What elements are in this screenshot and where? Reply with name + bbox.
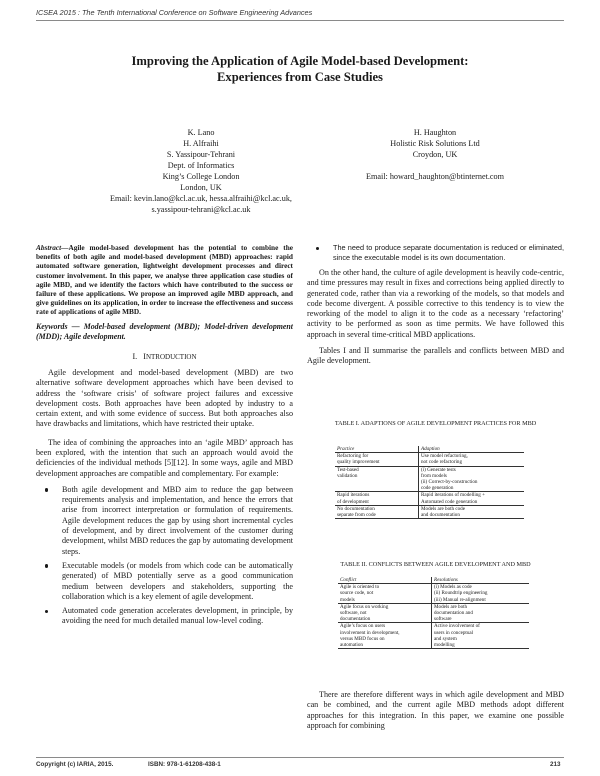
author-line: H. Alfraihi [183, 139, 219, 148]
table-cell-line: (ii) Correct-by-construction [421, 479, 478, 486]
table-cell-line: (i) Generate tests [421, 466, 456, 473]
table-cell [335, 505, 419, 518]
abstract-text: —Agile model-based development has the potential to combine the benefits of both agile and model-based development (MBD) approaches: rapid automated software generation, lightweight development processes and direct customer involvement. In this paper, we analyse three application case studies of agile MBD, and we identify the factors which have contributed to the success or failure of these applications. We propose an improved agile MBD approach, and give guidelines on its application, in order to increase the effectiveness and success rate of applications of agile MBD. [36, 243, 293, 317]
table-row [335, 492, 524, 505]
list-item: Executable models (or models from which code can be automatically generated) of MBD potentially serve as a good communication medium between developers and stakeholders, supporting the collaboration which is a key element of agile development. [36, 561, 293, 602]
keywords-text: — Model-based development (MBD); Model-driven development (MDD); Agile development. [36, 321, 293, 341]
table-cell-line: Use model refactoring, [421, 453, 468, 460]
table-2 [338, 577, 529, 649]
footer-rule [36, 757, 564, 758]
table-cell-line: documentation [340, 616, 371, 623]
table-cell [335, 492, 419, 505]
table-cell [432, 603, 530, 623]
table-cell [338, 623, 432, 649]
author-line: Email: kevin.lano@kcl.ac.uk, hessa.alfraihi@kcl.ac.uk, [110, 194, 292, 203]
footer-copyright: Copyright (c) IARIA, 2015. [36, 761, 114, 768]
right-bullet-list [307, 243, 564, 262]
table-cell [338, 603, 432, 623]
table-cell-line: and documentation [421, 512, 460, 519]
table-cell-line: Automated code generation [421, 498, 478, 505]
title-line-2: Experiences from Case Studies [217, 70, 383, 84]
author-line: S. Yassipour-Tehrani [166, 150, 236, 159]
table-row [338, 584, 529, 604]
table-header-row [335, 446, 524, 453]
table-cell-line: separate from code [337, 512, 376, 519]
table-cell-line: of development [337, 498, 369, 505]
table-cell-line: automation [340, 642, 363, 649]
footer-page-number: 213 [550, 761, 561, 768]
author-line: King’s College London [162, 172, 240, 181]
table-row [335, 466, 524, 492]
table-cell-line: quality improvement [337, 459, 380, 466]
table-cell-line: models [340, 596, 355, 603]
header-rule [36, 20, 564, 21]
table-cell [419, 466, 525, 492]
table-cell-line: Models are both code [421, 505, 465, 512]
table-cell-line: Active involvement of [434, 623, 480, 630]
table-cell-line: Rapid iterations of modelling + [421, 492, 485, 499]
abstract-label: Abstract [36, 243, 62, 252]
table-cell-line: Models are both [434, 603, 468, 610]
table-header-row [338, 577, 529, 584]
author-line: s.yassipour-tehrani@kcl.ac.uk [151, 205, 251, 214]
table-row [335, 453, 524, 466]
table-2-caption: TABLE II. CONFLICTS BETWEEN AGILE DEVELOPMENT AND MBD [340, 561, 531, 568]
table-cell [432, 623, 530, 649]
table-cell-line: Test-based [337, 466, 359, 473]
table-cell-line: Rapid iterations [337, 492, 370, 499]
intro-bullet-list [36, 485, 293, 627]
right-column [307, 243, 564, 367]
table-cell [419, 505, 525, 518]
footer-isbn: ISBN: 978-1-61208-438-1 [148, 761, 221, 768]
table-cell-line: software [434, 616, 452, 623]
section-title-rest: NTRODUCTION [145, 352, 197, 361]
table-cell-line: modelling [434, 642, 455, 649]
table-cell-line: (iii) Manual re-alignment [434, 596, 486, 603]
table-cell-line: not code refactoring [421, 459, 463, 466]
right-paragraph-3: There are therefore different ways in which agile development and MBD can be combined, and the current agile MBD methods adopt different approaches for this integration. In this paper, we examine one possible approach for combining [307, 690, 564, 730]
table-cell [419, 492, 525, 505]
keywords-label: Keywords [36, 321, 68, 331]
section-heading [36, 352, 293, 362]
table-cell-line: versus MBD focus on [340, 635, 385, 642]
title-line-1: Improving the Application of Agile Model-based Development: [131, 54, 469, 68]
table-cell-line: and system [434, 635, 457, 642]
table-header-cell: Adaption [419, 446, 525, 453]
table-cell-line: (ii) Roundtrip engineering [434, 590, 488, 597]
table-header-cell: Resolutions [432, 577, 530, 584]
table-row [338, 623, 529, 649]
table-cell-line: Agile’s focus on users [340, 623, 386, 630]
table-cell [335, 453, 419, 466]
keywords [36, 322, 293, 342]
table-row [338, 603, 529, 623]
author-line: Email: howard_haughton@btinternet.com [365, 172, 505, 181]
table-cell [432, 584, 530, 604]
table-cell-line: No documentation [337, 505, 375, 512]
table-cell-line: users in conceptual [434, 629, 474, 636]
table-cell [419, 453, 525, 466]
list-item: The need to produce separate documentation is reduced or eliminated, since the executable model is its own documentation. [307, 243, 564, 262]
section-number: I. [132, 351, 138, 361]
author-line: Croydon, UK [412, 150, 458, 159]
table-cell-line: involvement in development, [340, 629, 400, 636]
paper-title [60, 53, 540, 85]
right-column-bottom [307, 690, 564, 731]
author-line: Dept. of Informatics [167, 161, 235, 170]
list-item: Automated code generation accelerates development, in principle, by avoiding the need for much detailed manual low-level coding. [36, 606, 293, 627]
right-paragraph-2: Tables I and II summarise the parallels and conflicts between MBD and Agile development. [307, 346, 564, 366]
table-cell [335, 466, 419, 492]
authors-left [36, 127, 366, 215]
table-header-cell: Conflict [338, 577, 432, 584]
section-first-letter: I [143, 351, 146, 361]
abstract [36, 243, 293, 317]
table-cell-line: software, not [340, 610, 367, 617]
table-cell-line: source code, not [340, 590, 374, 597]
left-column [36, 243, 293, 631]
table-cell-line: (i) Models as code [434, 584, 472, 591]
table-cell [338, 584, 432, 604]
author-line: H. Haughton [413, 128, 457, 137]
table-cell-line: documentation and [434, 610, 473, 617]
authors-right [330, 127, 540, 182]
table-header-cell: Practice [335, 446, 419, 453]
table-cell-line: Agile is oriented to [340, 584, 380, 591]
table-cell-line: from models [421, 472, 447, 479]
table-cell-line: Agile focus on working [340, 603, 389, 610]
table-row [335, 505, 524, 518]
right-paragraph-1: On the other hand, the culture of agile development is heavily code-centric, and time pressures may result in fixes and corrections being applied directly to generated code, rather than via a reworking of the models, so that models and code become divergent. A possible corrective to this tendency is to view the reworking of the model to align it to the code as a necessary ‘refactoring’ activity to be performed as soon as time permits. We have followed this approach in several time-critical MBD applications. [307, 268, 564, 339]
author-line: London, UK [180, 183, 222, 192]
table-1 [335, 446, 524, 519]
table-1-caption: TABLE I. ADAPTIONS OF AGILE DEVELOPMENT PRACTICES FOR MBD [334, 420, 537, 427]
intro-paragraph-1: Agile development and model-based development (MBD) are two alternative software development approaches which have been devised to address the ‘software crisis’ of software project failures and excessive development costs. Both approaches have been adopted by industry to a certain extent, and with some evidence of success. But both approaches also have drawbacks and limitations, which have restricted their uptake. [36, 367, 293, 429]
table-cell-line: validation [337, 472, 358, 479]
conference-header: ICSEA 2015 : The Tenth International Conference on Software Engineering Advances [36, 8, 313, 17]
table-cell-line: code generation [421, 485, 454, 492]
table-cell-line: Refactoring for [337, 453, 369, 460]
author-line: Holistic Risk Solutions Ltd [390, 139, 480, 148]
author-line: K. Lano [187, 128, 215, 137]
list-item: Both agile development and MBD aim to reduce the gap between requirements analysis and implementation, and hence the errors that arise from incorrect interpretation or formulation of requirements. Agile development reduces the gap by using short incremental cycles of development, and by direct involvement of the customer during development, whilst MBD reduces the gap by automating development steps. [36, 485, 293, 557]
intro-paragraph-2: The idea of combining the approaches into an ‘agile MBD’ approach has been explored, with the intention that such an approach would avoid the deficiencies of the individual methods [5][12]. In some ways, agile and MBD development approaches are compatible and complementary. For example: [36, 437, 293, 478]
